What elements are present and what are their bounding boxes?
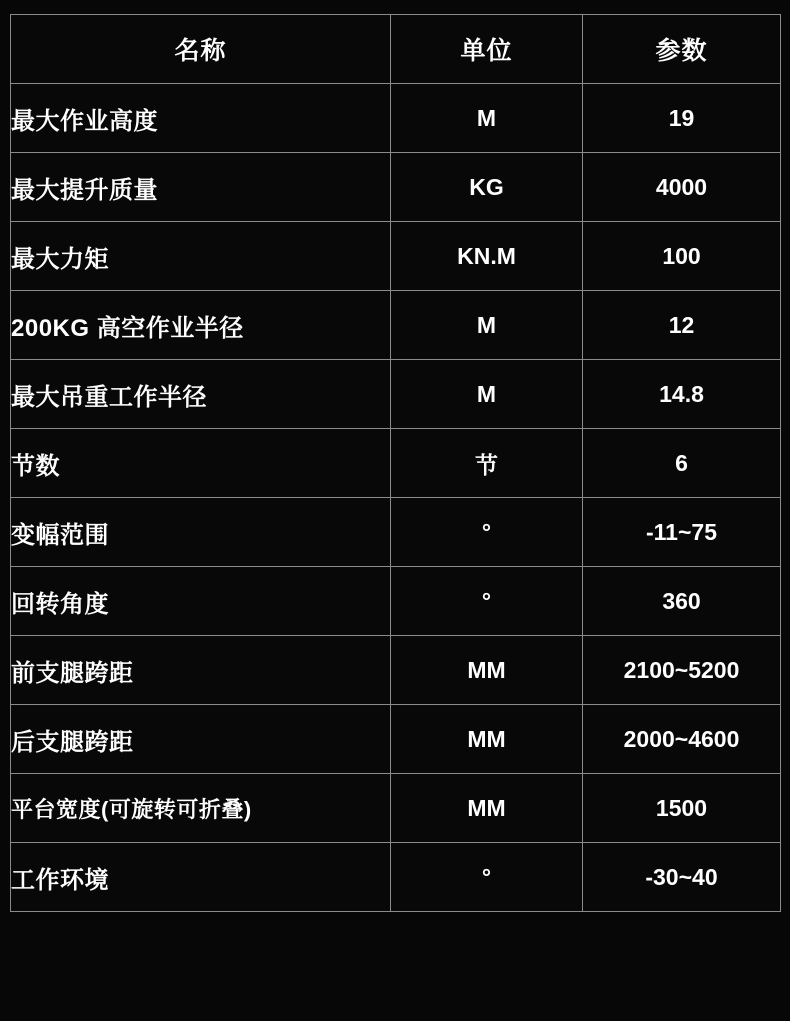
table-row bbox=[11, 84, 781, 153]
column-header-name: 名称 bbox=[11, 15, 391, 84]
row-unit: MM bbox=[391, 705, 583, 774]
column-header-unit: 单位 bbox=[391, 15, 583, 84]
row-name: 工作环境 bbox=[11, 843, 391, 912]
row-unit: M bbox=[391, 84, 583, 153]
table-row bbox=[11, 567, 781, 636]
row-name: 后支腿跨距 bbox=[11, 705, 391, 774]
table-row bbox=[11, 291, 781, 360]
row-value: 360 bbox=[583, 567, 781, 636]
bottom-spacer bbox=[10, 912, 780, 922]
row-name: 平台宽度(可旋转可折叠) bbox=[11, 774, 391, 843]
row-name: 节数 bbox=[11, 429, 391, 498]
table-header-row bbox=[11, 15, 781, 84]
row-name: 变幅范围 bbox=[11, 498, 391, 567]
row-unit: M bbox=[391, 360, 583, 429]
row-unit: M bbox=[391, 291, 583, 360]
table-row bbox=[11, 705, 781, 774]
table-row bbox=[11, 774, 781, 843]
row-name: 回转角度 bbox=[11, 567, 391, 636]
row-name: 200KG 高空作业半径 bbox=[11, 291, 391, 360]
row-name: 最大作业高度 bbox=[11, 84, 391, 153]
table-row bbox=[11, 843, 781, 912]
table-row bbox=[11, 360, 781, 429]
row-unit: ° bbox=[391, 843, 583, 912]
table-row bbox=[11, 222, 781, 291]
row-name: 最大提升质量 bbox=[11, 153, 391, 222]
row-unit: 节 bbox=[391, 429, 583, 498]
table-header bbox=[11, 15, 781, 84]
row-unit: ° bbox=[391, 567, 583, 636]
row-value: 4000 bbox=[583, 153, 781, 222]
row-value: 19 bbox=[583, 84, 781, 153]
row-value: 6 bbox=[583, 429, 781, 498]
row-value: 2000~4600 bbox=[583, 705, 781, 774]
row-unit: KG bbox=[391, 153, 583, 222]
row-unit: MM bbox=[391, 636, 583, 705]
row-unit: ° bbox=[391, 498, 583, 567]
row-unit: KN.M bbox=[391, 222, 583, 291]
row-value: -11~75 bbox=[583, 498, 781, 567]
row-unit: MM bbox=[391, 774, 583, 843]
specification-table bbox=[10, 14, 781, 912]
table-row bbox=[11, 429, 781, 498]
row-value: 12 bbox=[583, 291, 781, 360]
row-value: 1500 bbox=[583, 774, 781, 843]
row-value: 14.8 bbox=[583, 360, 781, 429]
table-row bbox=[11, 153, 781, 222]
row-name: 最大吊重工作半径 bbox=[11, 360, 391, 429]
column-header-param: 参数 bbox=[583, 15, 781, 84]
row-name: 最大力矩 bbox=[11, 222, 391, 291]
row-value: -30~40 bbox=[583, 843, 781, 912]
table-body bbox=[11, 84, 781, 912]
table-row bbox=[11, 498, 781, 567]
row-value: 100 bbox=[583, 222, 781, 291]
row-value: 2100~5200 bbox=[583, 636, 781, 705]
table-row bbox=[11, 636, 781, 705]
row-name: 前支腿跨距 bbox=[11, 636, 391, 705]
